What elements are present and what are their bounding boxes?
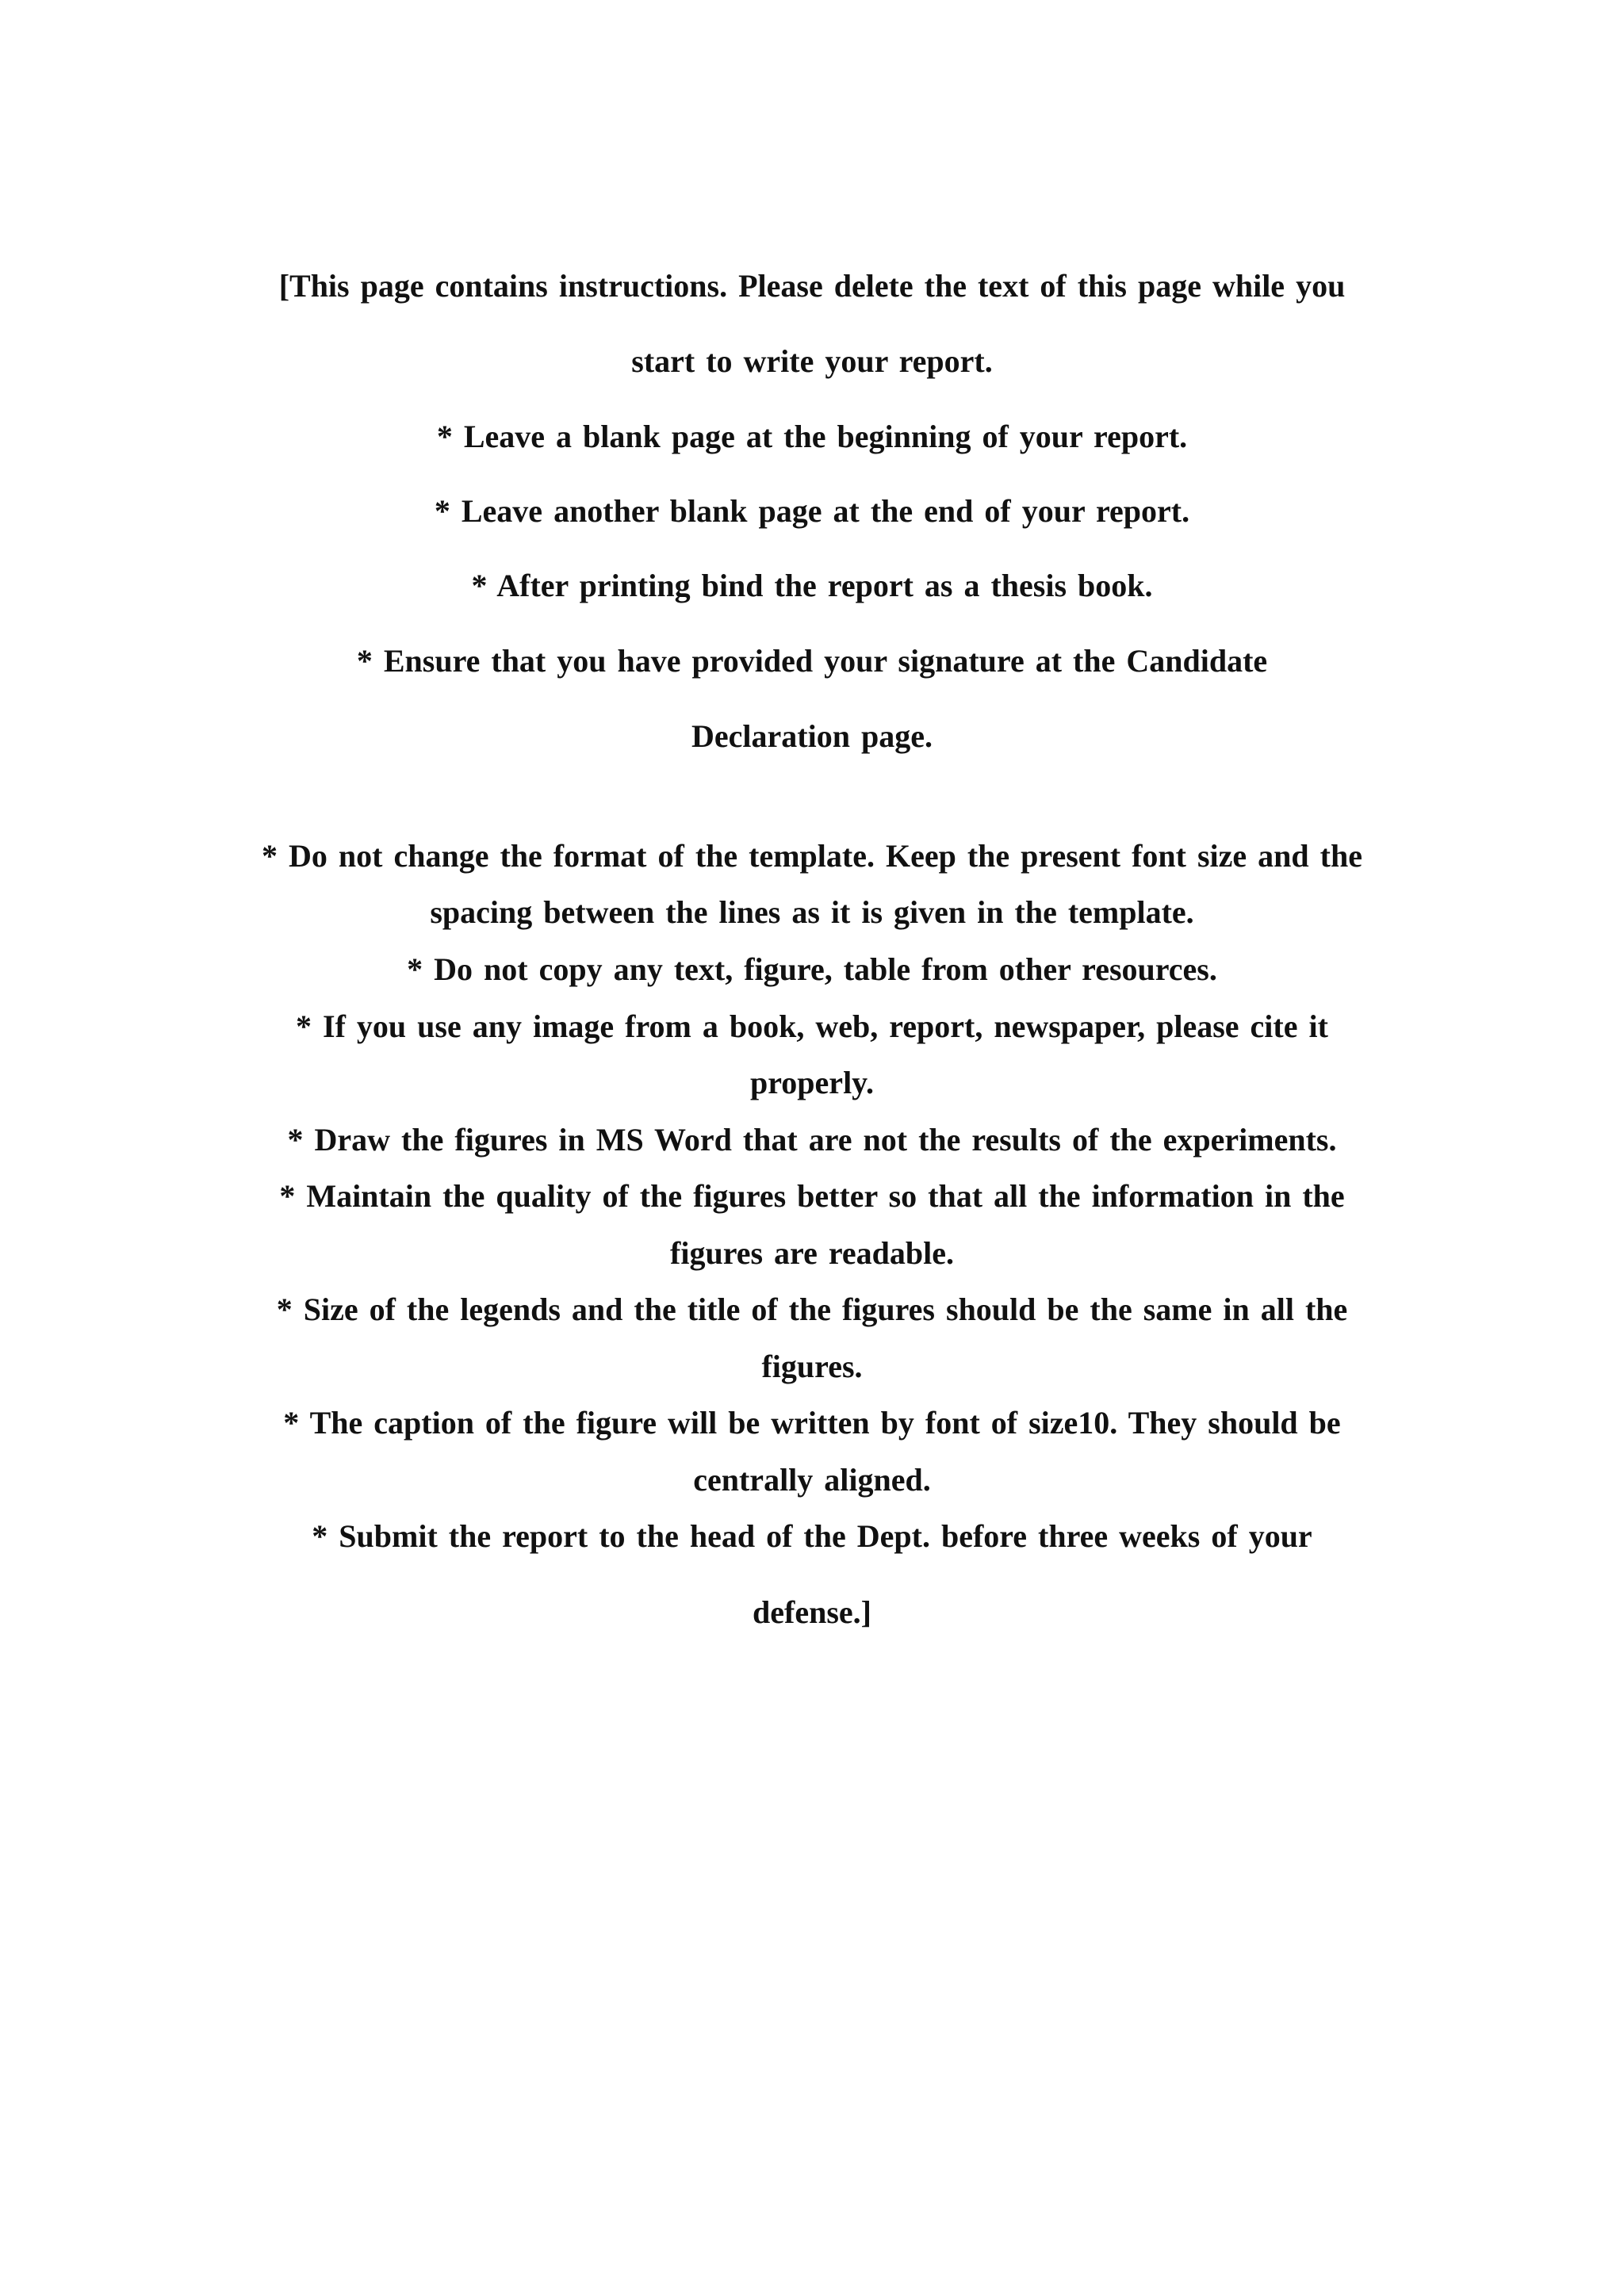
instruction-format: * Do not change the format of the template. Keep the present font size and the: [262, 838, 1362, 874]
instruction-cite-images: * If you use any image from a book, web, report, newspaper, please cite it: [296, 1008, 1328, 1044]
instruction-blank-page-end: * Leave another blank page at the end of your report.: [434, 493, 1190, 529]
instruction-line-intro: [This page contains instructions. Please delete the text of this page while you: [278, 268, 1346, 304]
instruction-cite-images-cont: properly.: [750, 1065, 874, 1100]
instruction-blank-page-beginning: * Leave a blank page at the beginning of your report.: [436, 419, 1188, 454]
instruction-no-copy: * Do not copy any text, figure, table from other resources.: [407, 951, 1217, 987]
instruction-submit-report-cont: defense.]: [753, 1594, 871, 1630]
instruction-bind-report: * After printing bind the report as a thesis book.: [471, 568, 1153, 603]
instruction-signature: * Ensure that you have provided your signature at the Candidate: [356, 643, 1268, 679]
instruction-draw-figures: * Draw the figures in MS Word that are not the results of the experiments.: [287, 1122, 1337, 1158]
instruction-legend-size: * Size of the legends and the title of the figures should be the same in all the: [276, 1292, 1348, 1327]
instruction-line-intro-cont: start to write your report.: [631, 343, 993, 379]
instruction-signature-cont: Declaration page.: [691, 718, 933, 754]
instruction-format-cont: spacing between the lines as it is given in the template.: [430, 894, 1194, 930]
instruction-figure-quality-cont: figures are readable.: [670, 1235, 954, 1271]
instruction-legend-size-cont: figures.: [761, 1349, 863, 1384]
instruction-caption-font-cont: centrally aligned.: [693, 1462, 931, 1498]
instruction-caption-font: * The caption of the figure will be written by font of size10. They should be: [283, 1405, 1341, 1441]
instruction-figure-quality: * Maintain the quality of the figures better so that all the information in the: [279, 1178, 1345, 1214]
instruction-submit-report: * Submit the report to the head of the Dept. before three weeks of your: [312, 1518, 1312, 1554]
